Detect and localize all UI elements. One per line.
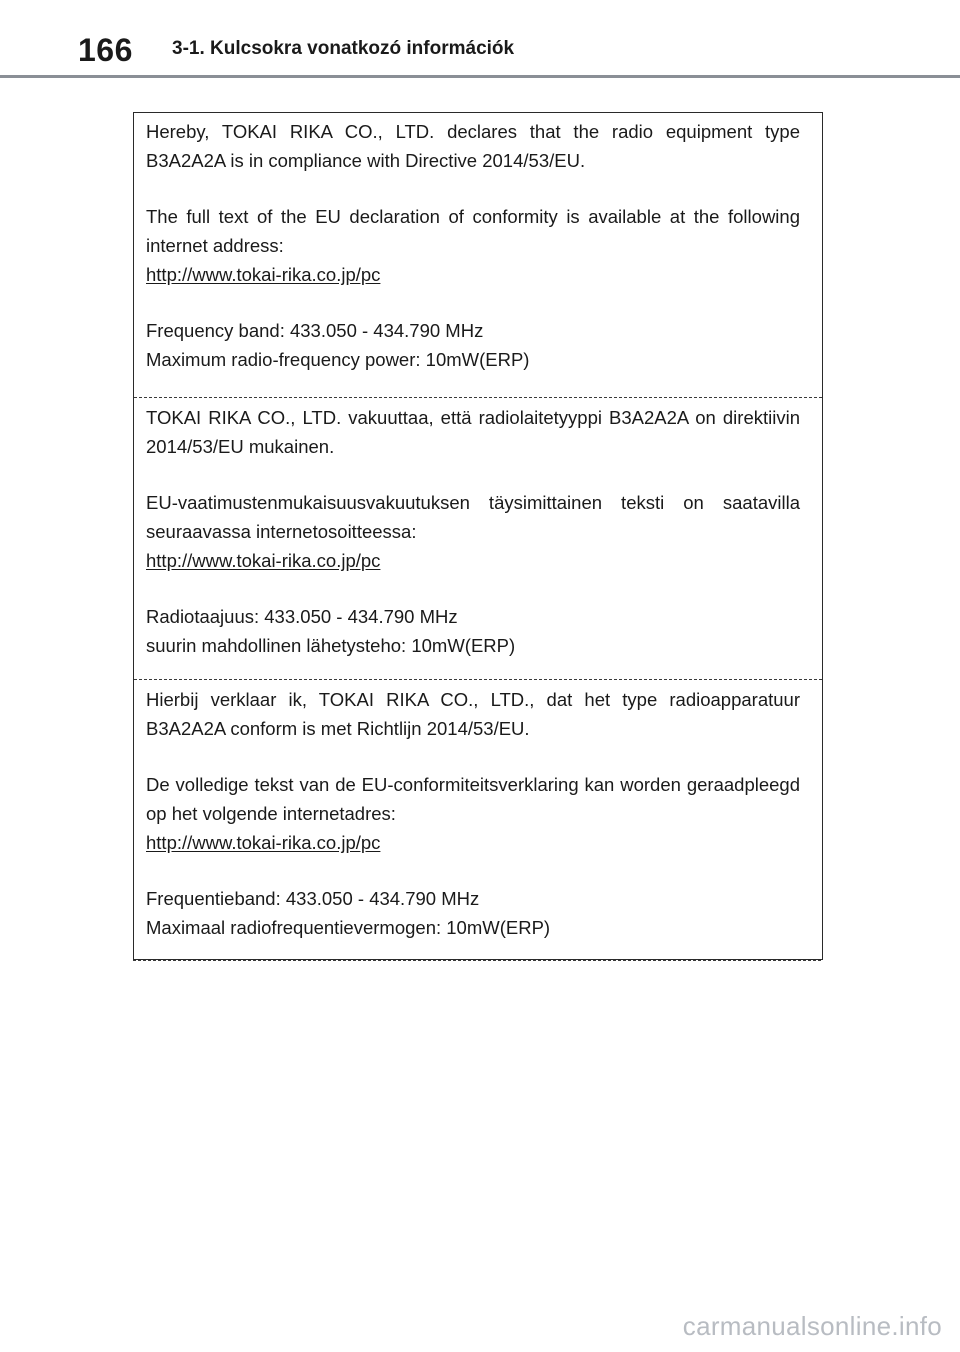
full-text-intro: De volledige tekst van de EU-conformiteitsverklaring kan worden geraadpleegd op het volgende internetadres: <box>146 774 800 824</box>
declaration-dutch <box>146 685 800 942</box>
watermark-text: carmanualsonline.info <box>682 1311 942 1341</box>
section-title: 3-1. Kulcsokra vonatkozó információk <box>172 38 515 59</box>
max-power-text: Maximum radio-frequency power: 10mW(ERP) <box>146 349 530 370</box>
frequency-band-text: Frequency band: 433.050 - 434.790 MHz <box>146 320 484 341</box>
statement-text: Hereby, TOKAI RIKA CO., LTD. declares that the radio equipment type B3A2A2A is in compliance with Directive 2014/53/EU. <box>146 121 800 171</box>
page-number: 166 <box>78 32 133 68</box>
frequency-band-text: Frequentieband: 433.050 - 434.790 MHz <box>146 888 480 909</box>
frequency-band-text: Radiotaajuus: 433.050 - 434.790 MHz <box>146 606 458 627</box>
declaration-url-link[interactable]: http://www.tokai-rika.co.jp/pc <box>146 264 381 285</box>
statement-text: Hierbij verklaar ik, TOKAI RIKA CO., LTD., dat het type radioapparatuur B3A2A2A conform is met Richtlijn 2014/53/EU. <box>146 689 800 739</box>
max-power-text: suurin mahdollinen lähetysteho: 10mW(ERP) <box>146 635 516 656</box>
declaration-finnish <box>146 403 800 660</box>
declaration-url-link[interactable]: http://www.tokai-rika.co.jp/pc <box>146 550 381 571</box>
section-divider <box>134 397 822 398</box>
statement-text: TOKAI RIKA CO., LTD. vakuuttaa, että radiolaitetyyppi B3A2A2A on direktiivin 2014/53/EU mukainen. <box>146 407 800 457</box>
full-text-intro: EU-vaatimustenmukaisuusvakuutuksen täysimittainen teksti on saatavilla seuraavassa internetosoitteessa: <box>146 492 800 542</box>
page-header <box>0 0 960 80</box>
declaration-url-link[interactable]: http://www.tokai-rika.co.jp/pc <box>146 832 381 853</box>
header-rule <box>0 75 960 78</box>
declaration-box <box>133 112 823 960</box>
max-power-text: Maximaal radiofrequentievermogen: 10mW(ERP) <box>146 917 551 938</box>
section-divider <box>134 679 822 680</box>
declaration-english <box>146 117 800 374</box>
box-bottom-dashed-edge <box>133 960 821 961</box>
full-text-intro: The full text of the EU declaration of conformity is available at the following internet address: <box>146 206 800 256</box>
